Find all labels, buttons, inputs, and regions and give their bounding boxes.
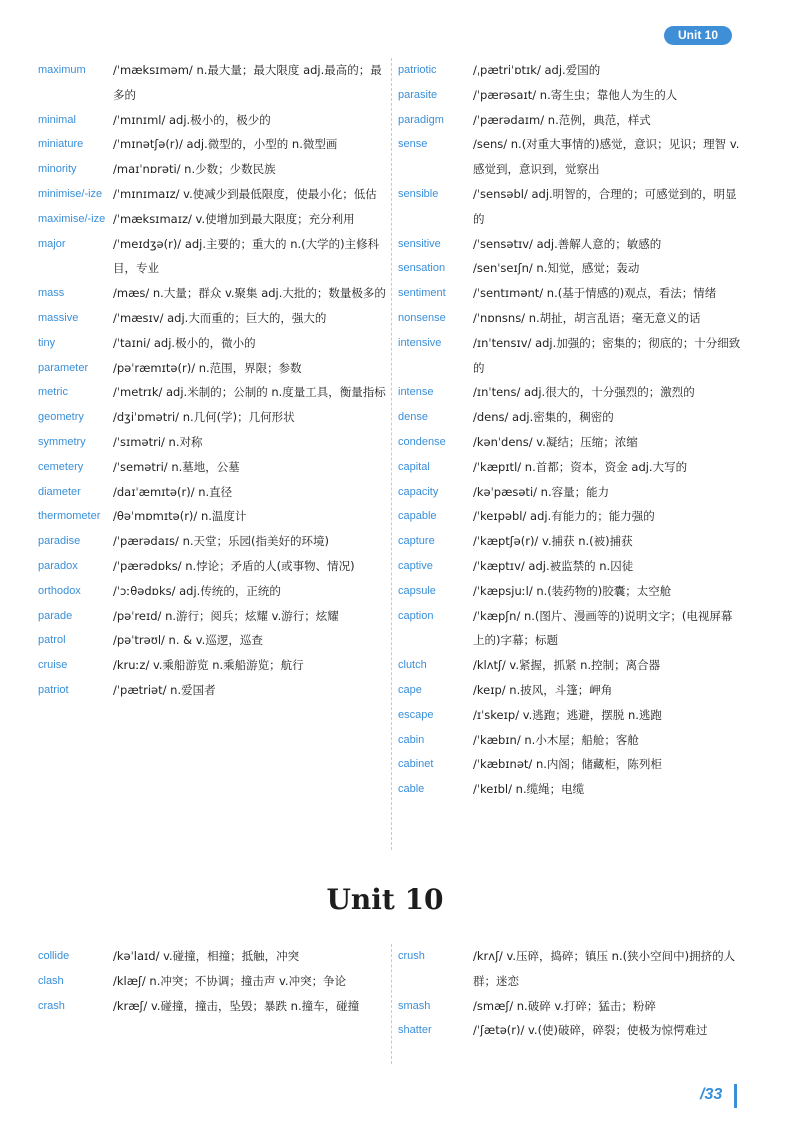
headword: massive xyxy=(38,311,79,324)
definition: /ˈmæksɪmaɪz/ v.使增加到最大限度；充分利用 xyxy=(113,211,355,226)
headword: caption xyxy=(398,609,434,622)
vocab-entry xyxy=(398,579,743,604)
headword: crash xyxy=(38,999,65,1012)
definition: /θəˈmɒmɪtə(r)/ n.温度计 xyxy=(113,509,247,524)
vocab-entry xyxy=(398,281,743,306)
vocab-entry xyxy=(398,256,743,281)
vocab-entry xyxy=(398,653,743,678)
vocab-entry xyxy=(398,1018,743,1043)
vocab-entry xyxy=(398,529,743,554)
vocab-entry xyxy=(398,944,743,994)
definition: /smæʃ/ n.破碎 v.打碎；猛击；粉碎 xyxy=(473,998,656,1013)
vocab-entry xyxy=(38,207,386,232)
page-number: /33 xyxy=(700,1086,723,1103)
vocab-entry xyxy=(398,430,743,455)
headword: intensive xyxy=(398,336,442,349)
section-title: Unit 10 xyxy=(326,883,444,916)
definition: /ˈkæbɪn/ n.小木屋；船舱；客舱 xyxy=(473,732,639,747)
headword: cabinet xyxy=(398,758,434,771)
headword: geometry xyxy=(38,411,84,424)
definition: /klʌtʃ/ v.紧握，抓紧 n.控制；离合器 xyxy=(473,658,661,673)
headword: clutch xyxy=(398,659,427,672)
vocab-entry xyxy=(38,380,386,405)
definition: /kənˈdens/ v.凝结；压缩；浓缩 xyxy=(473,434,638,449)
definition: /dens/ adj.密集的，稠密的 xyxy=(473,410,614,425)
headword: capacity xyxy=(398,485,439,498)
definition: /ˈmɪnətʃə(r)/ adj.微型的，小型的 n.微型画 xyxy=(113,137,338,152)
vocab-entry xyxy=(38,579,386,604)
definition: /ˈnɒnsns/ n.胡扯，胡言乱语；毫无意义的话 xyxy=(473,310,701,325)
definition: /ˈkæpʃn/ n.(图片、漫画等的)说明文字；(电视屏幕上的)字幕；标题 xyxy=(473,608,733,648)
vocab-entry xyxy=(38,969,386,994)
definition: /ˈkæpsjuːl/ n.(装药物的)胶囊；太空舱 xyxy=(473,583,672,598)
headword: cruise xyxy=(38,659,68,672)
definition: /ˈʃætə(r)/ v.(使)破碎，碎裂；使极为惊愕难过 xyxy=(473,1023,708,1038)
headword: orthodox xyxy=(38,584,81,597)
vocab-entry xyxy=(38,678,386,703)
headword: minimal xyxy=(38,113,76,126)
vocab-entry xyxy=(398,380,743,405)
vocab-entry xyxy=(398,405,743,430)
headword: minimise/-ize xyxy=(38,187,103,200)
headword: sentiment xyxy=(398,287,446,300)
headword: parasite xyxy=(398,88,438,101)
headword: nonsense xyxy=(398,311,446,324)
vocab-entry xyxy=(38,944,386,969)
vocab-entry xyxy=(398,752,743,777)
headword: sensible xyxy=(398,187,439,200)
definition: /ˈpærəsaɪt/ n.寄生虫；靠他人为生的人 xyxy=(473,87,678,102)
unit-column-divider xyxy=(391,944,393,1064)
headword: symmetry xyxy=(38,435,86,448)
word-list-right xyxy=(398,58,743,802)
definition: /pəˈræmɪtə(r)/ n.范围，界限；参数 xyxy=(113,360,302,375)
headword: cabin xyxy=(398,733,425,746)
headword: paradise xyxy=(38,535,81,548)
vocab-entry xyxy=(398,728,743,753)
page-number-bar xyxy=(734,1084,737,1108)
definition: /sens/ n.(对重大事情的)感觉，意识；见识；理智 v.感觉到，意识到，觉察出 xyxy=(473,137,740,177)
vocab-entry xyxy=(398,455,743,480)
vocab-entry xyxy=(398,678,743,703)
headword: patrol xyxy=(38,634,66,647)
definition: /pəˈtrəʊl/ n. & v.巡逻，巡查 xyxy=(113,633,263,648)
definition: /ˈpætriət/ n.爱国者 xyxy=(113,682,216,697)
headword: dense xyxy=(398,411,428,424)
definition: /ˈsentɪmənt/ n.(基于情感的)观点，看法；情绪 xyxy=(473,286,717,301)
vocab-entry xyxy=(398,994,743,1019)
definition: /pəˈreɪd/ n.游行；阅兵；炫耀 v.游行；炫耀 xyxy=(113,608,339,623)
vocab-entry xyxy=(398,182,743,232)
headword: maximise/-ize xyxy=(38,212,106,225)
headword: parameter xyxy=(38,361,89,374)
definition: /dʒiˈɒmətri/ n.几何(学)；几何形状 xyxy=(113,410,295,425)
vocab-entry xyxy=(38,232,386,282)
definition: /kəˈlaɪd/ v.碰撞，相撞；抵触，冲突 xyxy=(113,949,300,963)
vocab-entry xyxy=(38,480,386,505)
definition: /ˈsɪmətri/ n.对称 xyxy=(113,434,203,449)
vocab-entry xyxy=(398,777,743,802)
vocab-entry xyxy=(398,703,743,728)
definition: /ˈmæksɪməm/ n.最大量；最大限度 adj.最高的；最多的 xyxy=(113,63,382,102)
definition: /ˈkeɪbl/ n.缆绳；电缆 xyxy=(473,782,585,797)
vocab-entry xyxy=(38,306,386,331)
vocab-entry xyxy=(398,554,743,579)
vocab-entry xyxy=(38,281,386,306)
vocab-entry xyxy=(38,331,386,356)
definition: /daɪˈæmɪtə(r)/ n.直径 xyxy=(113,484,233,499)
unit-word-list-right xyxy=(398,944,743,1043)
definition: /ˈpærədaɪm/ n.范例，典范，样式 xyxy=(473,112,651,127)
definition: /ˈkeɪpəbl/ adj.有能力的；能力强的 xyxy=(473,509,655,524)
headword: collide xyxy=(38,950,70,962)
definition: /ˈsensəbl/ adj.明智的，合理的；可感觉到的，明显的 xyxy=(473,186,737,226)
headword: mass xyxy=(38,287,65,300)
definition: /keɪp/ n.披风，斗篷；岬角 xyxy=(473,682,613,697)
definition: /ˈkæptɪv/ adj.被监禁的 n.囚徒 xyxy=(473,558,634,573)
headword: sense xyxy=(398,138,428,151)
definition: /ˈɔːθədɒks/ adj.传统的，正统的 xyxy=(113,583,281,598)
vocab-entry xyxy=(38,430,386,455)
definition: /kruːz/ v.乘船游览 n.乘船游览；航行 xyxy=(113,658,304,673)
definition: /senˈseɪʃn/ n.知觉，感觉；轰动 xyxy=(473,261,640,276)
headword: tiny xyxy=(38,336,56,349)
vocab-entry xyxy=(398,132,743,182)
vocab-entry xyxy=(38,108,386,133)
headword: maximum xyxy=(38,64,86,76)
vocab-entry xyxy=(398,58,743,83)
vocab-entry xyxy=(398,108,743,133)
vocab-entry xyxy=(38,653,386,678)
definition: /ˌpætriˈɒtɪk/ adj.爱国的 xyxy=(473,63,601,77)
headword: minority xyxy=(38,163,77,176)
headword: crush xyxy=(398,950,425,962)
vocab-entry xyxy=(398,306,743,331)
vocab-entry xyxy=(398,480,743,505)
headword: miniature xyxy=(38,138,84,151)
headword: condense xyxy=(398,435,446,448)
headword: metric xyxy=(38,386,68,399)
headword: patriotic xyxy=(398,64,437,76)
vocab-entry xyxy=(38,405,386,430)
vocab-entry xyxy=(398,83,743,108)
definition: /ˈmæsɪv/ adj.大而重的；巨大的，强大的 xyxy=(113,310,327,325)
vocab-entry xyxy=(38,58,386,108)
definition: /ˈmɪnɪmaɪz/ v.使减少到最低限度，使最小化；低估 xyxy=(113,186,377,201)
definition: /ɪnˈtens/ adj.很大的，十分强烈的；激烈的 xyxy=(473,385,695,400)
headword: cape xyxy=(398,683,422,696)
definition: /ˈmetrɪk/ adj.米制的；公制的 n.度量工具，衡量指标 xyxy=(113,385,386,400)
headword: paradox xyxy=(38,559,78,572)
definition: /ˈsemətri/ n.墓地，公墓 xyxy=(113,459,240,474)
definition: /ɪˈskeɪp/ v.逃跑；逃避，摆脱 n.逃跑 xyxy=(473,707,662,722)
vocab-entry xyxy=(38,628,386,653)
headword: shatter xyxy=(398,1024,432,1037)
headword: captive xyxy=(398,559,433,572)
vocab-entry xyxy=(38,356,386,381)
headword: sensation xyxy=(398,262,446,275)
definition: /kræʃ/ v.碰撞，撞击，坠毁；暴跌 n.撞车，碰撞 xyxy=(113,998,360,1013)
vocab-entry xyxy=(38,529,386,554)
headword: capsule xyxy=(398,584,436,597)
column-divider xyxy=(391,58,393,850)
vocab-entry xyxy=(398,331,743,381)
headword: intense xyxy=(398,386,434,399)
definition: /maɪˈnɒrəti/ n.少数；少数民族 xyxy=(113,162,276,177)
headword: capital xyxy=(398,460,430,473)
vocab-entry xyxy=(398,232,743,257)
headword: sensitive xyxy=(398,237,441,250)
word-list-left xyxy=(38,58,386,703)
definition: /klæʃ/ n.冲突；不协调；撞击声 v.冲突；争论 xyxy=(113,973,347,988)
vocab-entry xyxy=(38,157,386,182)
definition: /ˈtaɪni/ adj.极小的，微小的 xyxy=(113,335,256,350)
headword: capture xyxy=(398,535,435,548)
headword: smash xyxy=(398,999,431,1012)
headword: capable xyxy=(398,510,437,523)
definition: /ˈmɪnɪml/ adj.极小的，极少的 xyxy=(113,112,271,127)
definition: /ɪnˈtensɪv/ adj.加强的；密集的；彻底的；十分细致的 xyxy=(473,335,741,375)
vocab-entry xyxy=(38,455,386,480)
definition: /ˈmeɪdʒə(r)/ adj.主要的；重大的 n.(大学的)主修科目，专业 xyxy=(113,236,380,276)
definition: /krʌʃ/ v.压碎，捣碎；镇压 n.(狭小空间中)拥挤的人群；迷恋 xyxy=(473,949,736,988)
headword: clash xyxy=(38,974,64,987)
headword: cable xyxy=(398,783,425,796)
headword: thermometer xyxy=(38,510,101,523)
definition: /ˈkæbɪnət/ n.内阁；储藏柜，陈列柜 xyxy=(473,757,662,772)
headword: major xyxy=(38,237,66,250)
vocab-entry xyxy=(38,994,386,1019)
definition: /kəˈpæsəti/ n.容量；能力 xyxy=(473,484,610,499)
headword: patriot xyxy=(38,683,69,696)
headword: cemetery xyxy=(38,460,84,473)
vocab-entry xyxy=(38,504,386,529)
vocab-entry xyxy=(38,604,386,629)
headword: diameter xyxy=(38,485,81,498)
headword: escape xyxy=(398,708,434,721)
headword: paradigm xyxy=(398,113,444,126)
headword: parade xyxy=(38,609,73,622)
definition: /ˈkæpɪtl/ n.首都；资本，资金 adj.大写的 xyxy=(473,459,688,474)
vocab-entry xyxy=(38,182,386,207)
definition: /mæs/ n.大量；群众 v.聚集 adj.大批的；数量极多的 xyxy=(113,286,386,301)
vocab-entry xyxy=(398,604,743,654)
vocab-entry xyxy=(398,504,743,529)
definition: /ˈpærədɒks/ n.悖论；矛盾的人(或事物、情况) xyxy=(113,558,355,573)
unit-word-list-left xyxy=(38,944,386,1018)
definition: /ˈsensətɪv/ adj.善解人意的；敏感的 xyxy=(473,236,662,251)
vocab-entry xyxy=(38,554,386,579)
definition: /ˈpærədaɪs/ n.天堂；乐园(指美好的环境) xyxy=(113,534,329,549)
unit-badge: Unit 10 xyxy=(664,26,732,45)
vocab-entry xyxy=(38,132,386,157)
definition: /ˈkæptʃə(r)/ v.捕获 n.(被)捕获 xyxy=(473,534,633,549)
